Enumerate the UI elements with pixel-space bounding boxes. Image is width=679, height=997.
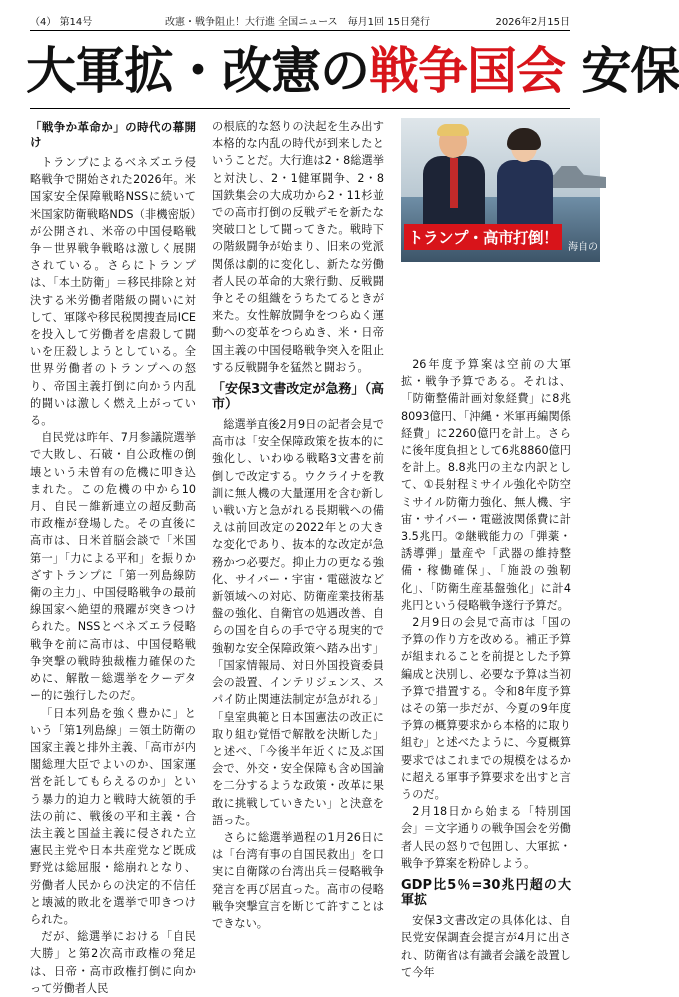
paragraph: さらに総選挙過程の1月26日には「台湾有事の自国民救出」を口実に自衛隊の台湾出兵＝侵略戦争発言を再び居直った。高市の侵略戦争突撃宣言を断じて許すことはできない。 xyxy=(212,830,384,930)
section-heading-1: 「戦争か革命か」の時代の幕開け xyxy=(30,120,196,149)
headline-part2: 戦争国会 xyxy=(369,42,565,100)
headline xyxy=(26,36,679,106)
paragraph: 「日本列島を強く豊かに」という「第1列島線」＝領土防衛の国家主義と排外主義、「高市が内閣総理大臣でよいのか、国家運営を託してもらえるのか」という暴力的迫力と戦時大統領的手法の前に、戦後の平和主義・合法主義と国益主義に侵された立憲民主党や日本共産党など既成野党は総屈服・総崩れとなり、労働者人民からの決定的不信任と壊滅的敗北を選挙で叩きつけられた。 xyxy=(30,706,196,926)
page-header xyxy=(30,12,570,28)
issue-number: 第14号 xyxy=(59,16,93,28)
paragraph: だが、総選挙における「自民大勝」と第2次高市政権の発足は、日帝・高市政権打倒に向かって労働者人民 xyxy=(30,930,196,995)
column-3 xyxy=(401,356,571,981)
photo-tag: 海自の xyxy=(568,242,598,253)
paragraph: 2月9日の会見で高市は「国の予算の作り方を改める。補正予算が組まれることを前提とした予算編成と決別し、必要な予算は当初予算で措置する。令和8年度予算はその第一歩だが、今夏の9年度予算の概算要求から本格的に取り組む」と述べたように、今夏概算要求ではこれまでの規模をはるかに超える軍事予算要求を出すと言うのだ。 xyxy=(401,616,571,802)
photo-caption: トランプ・高市打倒！ xyxy=(404,224,562,250)
section-heading-3: GDP比5％=30兆円超の大軍拡 xyxy=(401,878,571,909)
paragraph: 2月18日から始まる「特別国会」＝文字通りの戦争国会を労働者人民の怒りで包囲し、大軍拡・戦争予算案を粉砕しよう。 xyxy=(401,805,571,870)
hair xyxy=(437,124,469,136)
issue-date: 2026年2月15日 xyxy=(495,16,570,28)
headline-part1: 大軍拡・改憲の xyxy=(26,42,369,100)
news-photo xyxy=(401,118,600,262)
paragraph: 総選挙直後2月9日の記者会見で高市は「安全保障政策を抜本的に強化し、いわゆる戦略3文書を前倒しで改定する。ウクライナを教訓に無人機の大量運用を含む新しい戦い方と急がれる長期戦への備えは前回改定の2022年との大きな変化であり、抜本的な改定が急務かつ必要だ。抑止力の更なる強化、サイバー・宇宙・電磁波など新領域への対応、防衛産業技術基盤の強化、自衛官の処遇改善、自らの国を自らの手で守る現実的で強靭な安全保障政策へ踏み出す」「国家情報局、対日外国投資委員会の設置、インテリジェンス、スパイ防止関連法制定が急がれる」「皇室典範と日本国憲法の改正に取り組む覚悟で解散を決断した」と述べ、「今後半年近くに及ぶ国会で、外交・安全保障も含め国論を二分するような政策・改革に果敢に挑戦していきたい」と決意を語った。 xyxy=(212,418,384,827)
hair xyxy=(507,128,541,150)
headline-rule xyxy=(30,108,570,109)
paragraph: 自民党は昨年、7月参議院選挙で大敗し、石破・自公政権の倒壊という未曽有の危機に叩き込まれた。この危機の中から10月、自民－維新連立の超反動高市政権が登場した。その直後に高市は、日米首脳会談で「米国第一」「力による平和」を振りかざすトランプに「第一列島線防衛の主力」、中国侵略戦争の最前線国家へ絶望的飛躍が突きつけられた。NSSとベネズエラ侵略戦争を前に高市は、中国侵略戦争突撃の戦時独裁権力確保のために、解散－総選挙をクーデター的に強行したのだ。 xyxy=(30,431,196,703)
paragraph: 安保3文書改定の具体化は、自民党安保調査会提言が4月に出され、防衛省は有識者会議を設置して今年 xyxy=(401,914,571,979)
column-2 xyxy=(212,118,384,932)
tie xyxy=(450,158,458,208)
headline-part3: 安保 xyxy=(581,42,679,100)
header-left xyxy=(30,13,92,28)
paragraph: の根底的な怒りの決起を生み出す本格的な内乱の時代が到来したということだ。大行進は2・8総選挙と対決し、2・1健軍闘争、2・8国鉄集会の大成功から2・11杉並での高市打倒の反戦デモを新たな突破口として闘ってきた。戦時下の階級闘争が始まり、旧来の党派関係は劇的に変化し、新たな労働者人民の革命的大衆行動、反戦闘争とその組織をうちたてるときが来た。女性解放闘争をつらぬく運動への変革をつらぬき、米・日帝国主義の中国侵略戦争突入を阻止する反戦闘争を猛然と闘おう。 xyxy=(212,120,384,374)
page-number: （4） xyxy=(30,16,57,28)
section-heading-2: 「安保3文書改定が急務」（高市） xyxy=(212,382,384,413)
paragraph: トランプによるベネズエラ侵略戦争で開始された2026年。米国家安全保障戦略NSSに続いて米国家防衛戦略NDS（非機密版）が公開され、米帝の中国侵略戦争－世界戦争戦略は激しく展開されている。さらにトランプは、「本土防衛」＝移民排除と対決する米労働者階級の闘いに対して、軍隊や移民税関捜査局ICEを投入して労働者を虐殺して闘いを圧殺しようとしている。全世界労働者のトランプへの怒り、帝国主義打倒に向かう内乱的闘いは激しく燃え上がっている。 xyxy=(30,156,196,428)
header-rule xyxy=(30,30,570,31)
column-1 xyxy=(30,118,196,997)
header-center: 改憲・戦争阻止！大行進 全国ニュース 毎月1回 15日発行 xyxy=(165,16,430,28)
paragraph: 26年度予算案は空前の大軍拡・戦争予算である。それは、「防衛整備計画対象経費」に8兆8093億円、「沖縄・米軍再編関係経費」に2260億円を計上。さらに後年度負担として6兆8860億円を計上。8.8兆円の主な内訳として、①長射程ミサイル強化や防空ミサイル防衛力強化、無人機、宇宙・サイバー・電磁波関係費に計3.5兆円。②継戦能力の「弾薬・誘導弾」量産や「武器の維持整備・稼働確保」、「施設の強靭化」、「防衛生産基盤強化」に計4兆円という侵略戦争遂行予算だ。 xyxy=(401,358,571,612)
